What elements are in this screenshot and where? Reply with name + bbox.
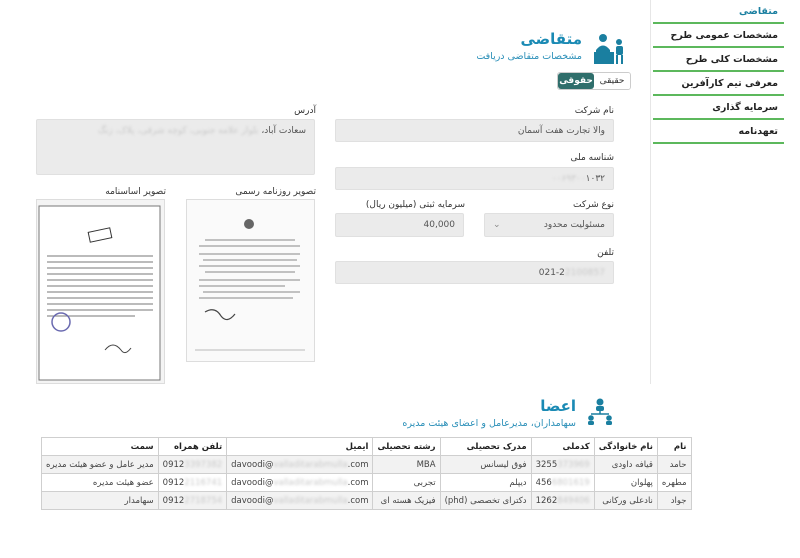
- national-code-value: 456: [535, 477, 552, 488]
- sidebar-item-label: تعهدنامه: [738, 125, 778, 137]
- national-id-value: ۱۰۳۲: [585, 173, 605, 184]
- company-type-label: نوع شرکت: [572, 200, 614, 210]
- gazette-image[interactable]: [186, 199, 315, 362]
- company-type-value: مسئولیت محدود: [543, 220, 605, 230]
- national-id-redacted: ۰۰۶۹۳۰۰: [551, 173, 586, 184]
- cell-last-name: قیافه داودی: [594, 456, 657, 474]
- address-value: سعادت آباد،: [261, 126, 306, 136]
- mobile-value: 0912: [162, 495, 185, 506]
- cell-email: [227, 492, 373, 510]
- registered-capital-value: 40,000: [423, 220, 455, 230]
- company-name-value: والا تجارت هفت آسمان: [517, 125, 605, 136]
- national-id-label: شناسه ملی: [570, 153, 614, 163]
- national-code-value: 3255: [535, 459, 558, 470]
- col-national-code: کدملی: [531, 438, 594, 456]
- email-domain-end: .com: [347, 459, 369, 470]
- company-type-select[interactable]: [484, 213, 614, 237]
- table-header-row: [42, 438, 692, 456]
- cell-email: [227, 456, 373, 474]
- phone-redacted: 2100857: [564, 267, 605, 278]
- email-domain-end: .com: [347, 495, 369, 506]
- mobile-redacted: 2116741: [184, 477, 223, 488]
- table-row[interactable]: [42, 474, 692, 492]
- gazette-image-label: تصویر روزنامه رسمی: [235, 187, 316, 197]
- email-value: davoodi@: [231, 459, 274, 470]
- members-header: [402, 397, 614, 429]
- national-code-redacted: 849406: [557, 495, 590, 506]
- sidebar-item-label: سرمایه گذاری: [712, 101, 778, 113]
- cell-last-name: پهلوان: [594, 474, 657, 492]
- cell-field: تجربی: [373, 474, 440, 492]
- gazette-document-thumbnail: [186, 200, 314, 362]
- national-code-redacted: 373969: [557, 459, 590, 470]
- members-title: اعضا: [540, 397, 576, 415]
- national-code-redacted: 6801619: [551, 477, 590, 488]
- page-subtitle: مشخصات متقاضی دریافت: [476, 51, 582, 62]
- mobile-redacted: 3397382: [184, 459, 223, 470]
- articles-document-thumbnail: [36, 200, 164, 384]
- applicant-header: [476, 30, 628, 66]
- col-email: ایمیل: [227, 438, 373, 456]
- cell-national-code: [531, 474, 594, 492]
- sidebar-item-label: معرفی تیم کارآفرین: [681, 77, 778, 89]
- cell-mobile: [158, 474, 227, 492]
- mobile-value: 0912: [162, 459, 185, 470]
- email-domain-end: .com: [347, 477, 369, 488]
- col-first-name: نام: [657, 438, 691, 456]
- sidebar-item-team[interactable]: [653, 72, 784, 96]
- cell-mobile: [158, 456, 227, 474]
- registered-capital-field[interactable]: [335, 213, 464, 237]
- address-field[interactable]: [36, 119, 315, 175]
- national-code-value: 1262: [535, 495, 558, 506]
- mobile-value: 0912: [162, 477, 185, 488]
- sidebar-item-commitment[interactable]: [653, 120, 784, 144]
- phone-value: 021-2: [538, 267, 565, 278]
- col-field: رشته تحصیلی: [373, 438, 440, 456]
- cell-email: [227, 474, 373, 492]
- sidebar-item-label: متقاضی: [739, 5, 778, 17]
- cell-degree: دکترای تخصصی (phd): [440, 492, 531, 510]
- sidebar-item-label: مشخصات کلی طرح: [685, 53, 778, 65]
- sidebar-item-label: مشخصات عمومی طرح: [670, 29, 778, 41]
- phone-field[interactable]: [335, 261, 614, 284]
- company-name-field[interactable]: [335, 119, 614, 142]
- registered-capital-label: سرمایه ثبتی (میلیون ریال): [365, 200, 465, 210]
- email-redacted: valladitarabmulla: [273, 477, 348, 488]
- cell-degree: فوق لیسانس: [440, 456, 531, 474]
- toggle-legal-person[interactable]: حقوقی: [558, 73, 594, 89]
- applicant-icon: [592, 30, 628, 66]
- table-row[interactable]: [42, 492, 692, 510]
- org-chart-icon: [586, 397, 614, 425]
- page-title: متقاضی: [520, 30, 582, 48]
- cell-national-code: [531, 456, 594, 474]
- address-redacted: بلوار علامه جنوبی، کوچه شرقی، پلاک، زنگ: [97, 126, 259, 136]
- cell-first-name: جواد: [657, 492, 691, 510]
- address-label: آدرس: [294, 106, 316, 116]
- cell-role: عضو هیئت مدیره: [42, 474, 159, 492]
- table-row[interactable]: [42, 456, 692, 474]
- email-redacted: valladitarabmulla: [273, 459, 348, 470]
- person-type-toggle: [557, 72, 631, 90]
- members-subtitle: سهامداران، مدیرعامل و اعضای هیئت مدیره: [402, 418, 576, 429]
- email-value: davoodi@: [231, 495, 274, 506]
- sidebar-item-applicant[interactable]: [653, 0, 784, 24]
- sidebar-item-overall-specs[interactable]: [653, 48, 784, 72]
- sidebar-nav: [650, 0, 800, 384]
- col-mobile: تلفن همراه: [158, 438, 227, 456]
- national-id-field[interactable]: [335, 167, 614, 190]
- sidebar-item-investment[interactable]: [653, 96, 784, 120]
- cell-first-name: حامد: [657, 456, 691, 474]
- company-name-label: نام شرکت: [574, 106, 614, 116]
- phone-label: تلفن: [597, 248, 614, 258]
- cell-last-name: نادعلی ورکانی: [594, 492, 657, 510]
- cell-role: سهامدار: [42, 492, 159, 510]
- toggle-natural-person[interactable]: حقیقی: [594, 73, 630, 89]
- col-role: سمت: [42, 438, 159, 456]
- cell-mobile: [158, 492, 227, 510]
- email-value: davoodi@: [231, 477, 274, 488]
- email-redacted: valladitarabmulla: [273, 495, 348, 506]
- articles-image-label: تصویر اساسنامه: [105, 187, 166, 197]
- col-degree: مدرک تحصیلی: [440, 438, 531, 456]
- cell-field: فیزیک هسته ای: [373, 492, 440, 510]
- cell-role: مدیر عامل و عضو هیئت مدیره: [42, 456, 159, 474]
- cell-degree: دیپلم: [440, 474, 531, 492]
- sidebar-item-general-specs[interactable]: [653, 24, 784, 48]
- chevron-down-icon: ⌄: [493, 220, 501, 230]
- members-table: [41, 437, 692, 510]
- articles-image[interactable]: [36, 199, 165, 384]
- col-last-name: نام خانوادگی: [594, 438, 657, 456]
- mobile-redacted: 2718754: [184, 495, 223, 506]
- cell-national-code: [531, 492, 594, 510]
- cell-field: MBA: [373, 456, 440, 474]
- cell-first-name: مطهره: [657, 474, 691, 492]
